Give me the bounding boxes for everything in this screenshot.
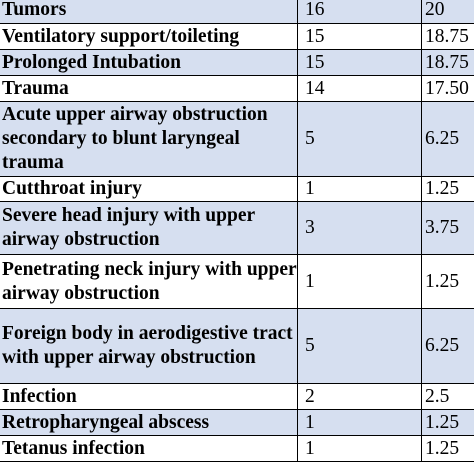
cell-percent: 17.50 xyxy=(425,77,469,99)
cell-count: 2 xyxy=(298,384,422,409)
cell-indication: Acute upper airway obstruction secondary to blunt laryngeal trauma xyxy=(0,102,298,176)
cell-indication: Severe head injury with upper airway obstruction xyxy=(0,202,298,254)
cell-count: 1 xyxy=(298,177,422,201)
cell-percent: 3.75 xyxy=(425,217,460,238)
table-row xyxy=(0,202,474,255)
table-row xyxy=(0,0,474,24)
table-row xyxy=(0,384,474,410)
cell-count: 14 xyxy=(298,76,422,101)
cell-percent: 20 xyxy=(425,0,445,20)
cell-count: 3 xyxy=(298,202,422,254)
cell-count: 5 xyxy=(298,309,422,383)
cell-count: 1 xyxy=(298,410,422,435)
cell-count: 1 xyxy=(298,436,422,461)
cell-count: 5 xyxy=(298,102,422,176)
cell-indication: Penetrating neck injury with upper airway obstruction xyxy=(0,255,298,308)
cell-indication: Foreign body in aerodigestive tract with upper airway obstruction xyxy=(0,309,298,383)
cell-indication: Tetanus infection xyxy=(0,436,298,461)
cell-indication: Retropharyngeal abscess xyxy=(0,410,298,435)
cell-percent: 1.25 xyxy=(425,270,460,292)
cell-indication: Prolonged Intubation xyxy=(0,50,298,75)
cell-count: 15 xyxy=(298,24,422,49)
cell-count: 1 xyxy=(298,255,422,308)
table-row xyxy=(0,410,474,436)
table-row xyxy=(0,255,474,309)
table-row xyxy=(0,24,474,50)
cell-percent: 2.5 xyxy=(425,385,450,407)
cell-percent: 1.25 xyxy=(425,437,460,459)
cell-indication: Infection xyxy=(0,384,298,409)
cell-indication: Tumors xyxy=(0,0,298,23)
cell-percent: 1.25 xyxy=(425,178,460,199)
cell-indication: Trauma xyxy=(0,76,298,101)
table-row xyxy=(0,50,474,76)
table-row xyxy=(0,309,474,384)
table-row xyxy=(0,436,474,462)
cell-count: 16 xyxy=(298,0,422,23)
cell-percent: 1.25 xyxy=(425,411,460,433)
cell-percent: 6.25 xyxy=(425,128,460,149)
table-row xyxy=(0,76,474,102)
cell-count: 15 xyxy=(298,50,422,75)
cell-percent: 18.75 xyxy=(425,25,469,47)
table-row xyxy=(0,177,474,202)
cell-indication: Ventilatory support/toileting xyxy=(0,24,298,49)
cell-percent: 18.75 xyxy=(425,51,469,73)
table-row xyxy=(0,102,474,177)
cell-percent: 6.25 xyxy=(425,335,460,356)
cell-indication: Cutthroat injury xyxy=(0,177,298,201)
